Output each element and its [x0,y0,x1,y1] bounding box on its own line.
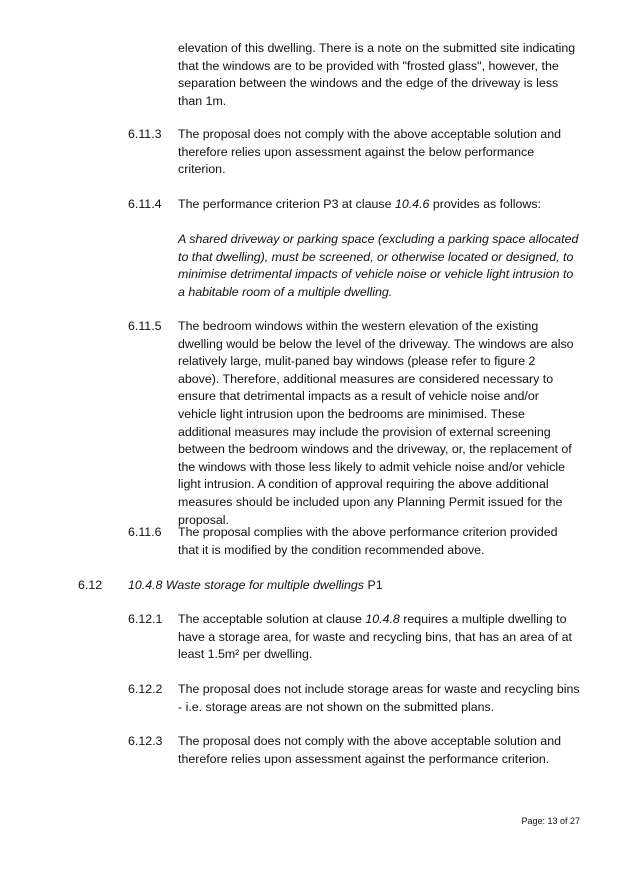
clause-reference: 10.4.8 [365,612,400,626]
paragraph-number: 6.12.2 [128,682,163,696]
clause-reference: 10.4.6 [394,197,430,211]
performance-criterion-quote: A shared driveway or parking space (excluding a parking space allocated to that dwelling), must be screened, or otherwise located or designed, to minimise detrimental impacts of vehicle noise or vehicle light intrusion to a habitable room of a multiple dwelling. [178,232,579,299]
paragraph-text: The proposal does not include storage areas for waste and recycling bins - i.e. storage areas are not shown on the submitted plans. [178,682,580,714]
page-number: Page: 13 of 27 [521,816,580,826]
paragraph-text: The proposal does not comply with the above acceptable solution and therefore relies upon assessment against the performance criterion. [178,734,561,766]
paragraph-text: The acceptable solution at clause 10.4.8 requires a multiple dwelling to have a storage area, for waste and recycling bins, that has an area of at least 1.5m² per dwelling. [178,612,572,662]
section-number: 6.12 [78,578,103,592]
paragraph-number: 6.11.3 [128,127,162,141]
paragraph-number: 6.12.3 [128,734,163,748]
continuation-paragraph: elevation of this dwelling. There is a note on the submitted site indicating that the windows are to be provided with "frosted glass", however, the separation between the windows and the edge of the driveway is less than 1m. [178,41,576,108]
section-title: 10.4.8 Waste storage for multiple dwellings P1 [128,578,383,592]
paragraph-text: The bedroom windows within the western elevation of the existing dwelling would be below the level of the driveway. The windows are also relatively large, mulit-paned bay windows (please refer to figure 2 above). Therefore, additional measures are considered necessary to ensure that detrimental impacts as a result of vehicle noise and/or vehicle light intrusion upon the bedrooms are minimised. These additional measures may include the provision of external screening between the bedroom windows and the driveway, or, the replacement of the windows with those less likely to admit vehicle noise and/or vehicle light intrusion. A condition of approval requiring the above additional measures should be included upon any Planning Permit issued for the proposal. [178,319,574,527]
paragraph-number: 6.11.6 [128,525,162,539]
paragraph-text: The proposal does not comply with the above acceptable solution and therefore relies upon assessment against the below performance criterion. [178,127,561,177]
paragraph-number: 6.12.1 [128,612,163,626]
paragraph-text: The performance criterion P3 at clause 10.4.6 provides as follows: [178,197,541,211]
paragraph-text: The proposal complies with the above performance criterion provided that it is modified by the condition recommended above. [178,525,558,557]
paragraph-number: 6.11.5 [128,319,162,333]
paragraph-number: 6.11.4 [128,197,162,211]
